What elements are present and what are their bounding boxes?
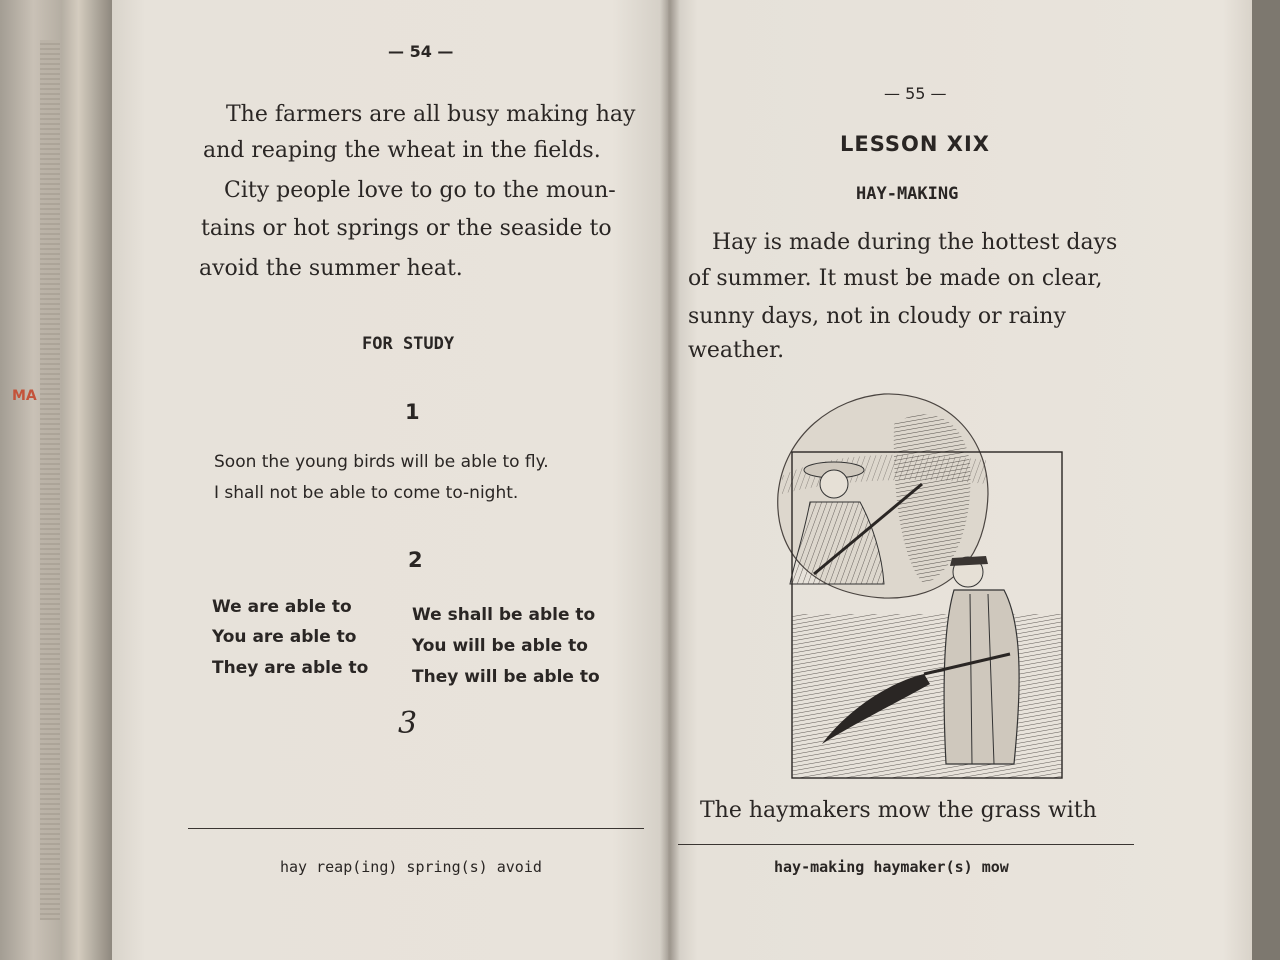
right-paragraph-line: sunny days, not in cloudy or rainy	[688, 304, 1066, 329]
left-paragraph-line: The farmers are all busy making hay	[226, 102, 636, 127]
section-1-line: I shall not be able to come to-night.	[214, 483, 519, 503]
handwritten-number: 3	[398, 706, 418, 741]
conjugation-line: We are able to	[212, 597, 352, 617]
left-page-number: — 54 —	[388, 42, 454, 61]
left-paragraph-line: City people love to go to the moun-	[224, 178, 616, 203]
conjugation-line: We shall be able to	[412, 605, 596, 625]
right-page-number: — 55 —	[884, 84, 947, 103]
right-paragraph-line: weather.	[688, 338, 785, 363]
conjugation-line: They are able to	[212, 658, 369, 678]
left-footer-rule	[188, 828, 644, 829]
for-study-heading: FOR STUDY	[362, 334, 455, 354]
section-2-number: 2	[408, 548, 423, 572]
conjugation-line: You will be able to	[412, 636, 588, 656]
page-edges	[40, 40, 60, 920]
conjugation-line: They will be able to	[412, 667, 600, 687]
left-paragraph-line: avoid the summer heat.	[199, 256, 463, 281]
right-footer-rule	[678, 844, 1134, 845]
book-spine	[0, 0, 112, 960]
book-gutter	[660, 0, 680, 960]
lesson-title: LESSON XIX	[840, 132, 990, 156]
right-vocabulary: hay-making haymaker(s) mow	[774, 858, 1009, 876]
right-last-line: The haymakers mow the grass with	[700, 798, 1097, 823]
right-paragraph-line: of summer. It must be made on clear,	[688, 266, 1103, 291]
haymakers-illustration-icon	[774, 384, 1064, 784]
left-vocabulary: hay reap(ing) spring(s) avoid	[280, 858, 542, 876]
section-1-number: 1	[405, 400, 420, 424]
section-1-line: Soon the young birds will be able to fly.	[214, 452, 549, 472]
left-paragraph-line: and reaping the wheat in the fields.	[203, 138, 601, 163]
conjugation-line: You are able to	[212, 627, 357, 647]
left-paragraph-line: tains or hot springs or the seaside to	[201, 216, 612, 241]
background-edge	[1252, 0, 1280, 960]
spine-mark: MA	[12, 388, 37, 404]
right-paragraph-line: Hay is made during the hottest days	[712, 230, 1118, 255]
lesson-subtitle: HAY-MAKING	[856, 184, 959, 204]
